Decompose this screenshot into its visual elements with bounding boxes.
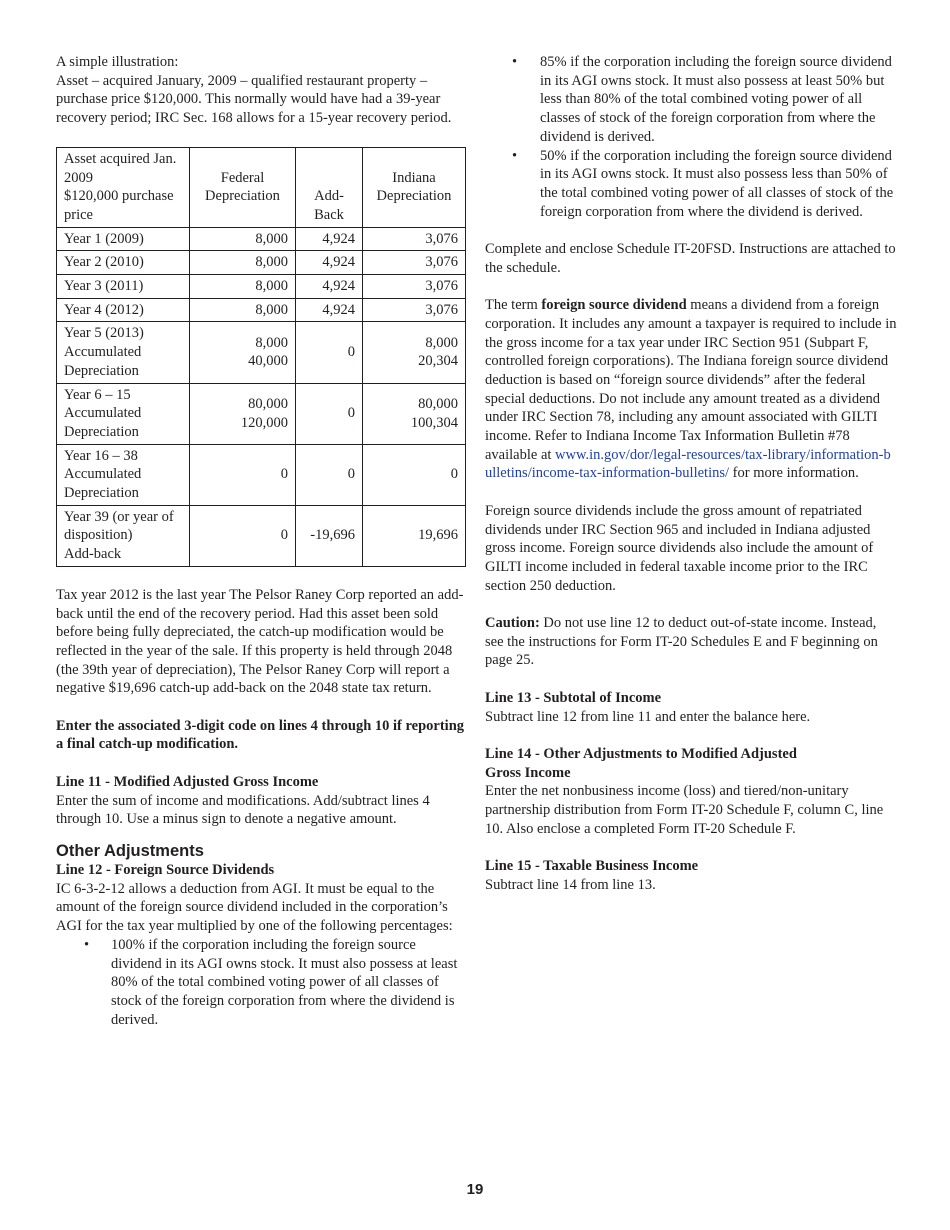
left-column (56, 53, 468, 1029)
federal-depreciation-cell: 8,000 (190, 251, 296, 275)
catchup-code-note: Enter the associated 3-digit code on lines 4 through 10 if reporting a final catch-up modification. (56, 717, 465, 753)
table-row (57, 505, 466, 566)
table-row (57, 275, 466, 299)
table-body (57, 227, 466, 566)
federal-depreciation-cell: 0 (190, 444, 296, 505)
federal-depreciation-cell: 80,000 120,000 (190, 383, 296, 444)
row-label: Year 3 (2011) (57, 275, 190, 299)
foreign-source-dividend-definition: The term foreign source dividend means a dividend from a foreign corporation. It includes any amount a taxpayer is required to include in the gross income for a tax year under IRC Section 951 (Subpart F, controlled foreign corporations). The Indiana foreign source dividend deduction is based on “foreign source dividends” after the federal special deductions. Do not include any amount treated as a dividend under IRC Section 78, including any amount associated with GILTI income. Refer to Indiana Income Tax Information Bulletin #78 available at www.in.gov/dor/legal-resources/tax-library/information-bulletins/income-tax-information-bulletins/ for more information. (485, 297, 897, 482)
indiana-depreciation-cell: 8,000 20,304 (363, 322, 466, 383)
row-label: Year 1 (2009) (57, 227, 190, 251)
defined-term: foreign source dividend (541, 297, 687, 314)
indiana-depreciation-cell: 3,076 (363, 275, 466, 299)
depreciation-table (56, 147, 466, 567)
header-indiana: Indiana Depreciation (363, 147, 466, 227)
illustration-title: A simple illustration: (56, 54, 179, 70)
header-federal: Federal Depreciation (190, 147, 296, 227)
line15-body: Subtract line 14 from line 13. (485, 876, 656, 893)
right-column (485, 53, 897, 895)
indiana-depreciation-cell: 19,696 (363, 505, 466, 566)
line13-body: Subtract line 12 from line 11 and enter the balance here. (485, 708, 811, 725)
header-addback: Add- Back (296, 147, 363, 227)
addback-cell: 4,924 (296, 227, 363, 251)
row-label: Year 16 – 38 Accumulated Depreciation (57, 444, 190, 505)
row-label: Year 4 (2012) (57, 298, 190, 322)
page-number: 19 (466, 1181, 484, 1198)
addback-cell: 4,924 (296, 251, 363, 275)
line15-title: Line 15 - Taxable Business Income (485, 858, 699, 875)
indiana-depreciation-cell: 80,000 100,304 (363, 383, 466, 444)
row-label: Year 39 (or year of disposition) Add-back (57, 505, 190, 566)
line11-title: Line 11 - Modified Adjusted Gross Income (56, 773, 319, 790)
line12-title: Line 12 - Foreign Source Dividends (56, 861, 275, 878)
table-row (57, 298, 466, 322)
caution-paragraph: Caution: Do not use line 12 to deduct out-of-state income. Instead, see the instructions for Form IT-20 Schedules E and F beginning on page 25. (485, 615, 878, 669)
table-row (57, 251, 466, 275)
addback-cell: 0 (296, 322, 363, 383)
table-row (57, 383, 466, 444)
federal-depreciation-cell: 8,000 (190, 275, 296, 299)
federal-depreciation-cell: 8,000 40,000 (190, 322, 296, 383)
table-row (57, 227, 466, 251)
repatriated-dividends-paragraph: Foreign source dividends include the gross amount of repatriated dividends under IRC Section 965 and included in Indiana adjusted gross income. Foreign source dividends also include the amount of GILTI income included in federal taxable income prior to the IRC section 250 deduction. (485, 502, 874, 594)
illustration-body: Asset – acquired January, 2009 – qualified restaurant property – purchase price $120,000. This normally would have had a 39-year recovery period; IRC Sec. 168 allows for a 15-year recovery period. (56, 72, 452, 127)
schedule-note: Complete and enclose Schedule IT-20FSD. Instructions are attached to the schedule. (485, 241, 896, 276)
table-row (57, 322, 466, 383)
list-item: • 100% if the corporation including the foreign source dividend in its AGI owns stock. It must also possess at least 80% of the total combined voting power of all classes of stock of the foreign corporation from where the dividend is derived. (56, 936, 468, 1030)
indiana-depreciation-cell: 3,076 (363, 251, 466, 275)
line13-title: Line 13 - Subtotal of Income (485, 689, 662, 706)
addback-cell: 0 (296, 383, 363, 444)
line11-body: Enter the sum of income and modifications. Add/subtract lines 4 through 10. Use a minus sign to denote a negative amount. (56, 792, 430, 828)
indiana-depreciation-cell: 0 (363, 444, 466, 505)
federal-depreciation-cell: 0 (190, 505, 296, 566)
addback-cell: 0 (296, 444, 363, 505)
indiana-depreciation-cell: 3,076 (363, 298, 466, 322)
addback-cell: 4,924 (296, 298, 363, 322)
row-label: Year 6 – 15 Accumulated Depreciation (57, 383, 190, 444)
line14-body: Enter the net nonbusiness income (loss) and tiered/non-unitary partnership distribution from Form IT-20 Schedule F, column C, line 10. Also enclose a completed Form IT-20 Schedule F. (485, 783, 884, 837)
line14-title: Line 14 - Other Adjustments to Modified Adjusted Gross Income (485, 745, 797, 781)
row-label: Year 5 (2013) Accumulated Depreciation (57, 322, 190, 383)
other-adjustments-heading: Other Adjustments (56, 841, 204, 860)
addback-cell: 4,924 (296, 275, 363, 299)
line12-body: IC 6-3-2-12 allows a deduction from AGI. It must be equal to the amount of the foreign source dividend included in the corporation’s AGI for the tax year multiplied by one of the following percentages: (56, 880, 453, 935)
list-item: • 85% if the corporation including the foreign source dividend in its AGI owns stock. It must also possess at least 50% but less than 80% of the total combined voting power of all classes of stock of the foreign corporation from where the dividend is derived. (485, 53, 897, 147)
after-table-paragraph: Tax year 2012 is the last year The Pelsor Raney Corp reported an add-back until the end of the recovery period. Had this asset been sold before being fully depreciated, the catch-up modification would be reflected in the year of the sale. If this property is held through 2048 (the 39th year of depreciation), The Pelsor Raney Corp will report a negative $19,696 catch-up add-back on the 2048 state tax return. (56, 586, 464, 697)
percentage-list-right (485, 53, 897, 221)
indiana-depreciation-cell: 3,076 (363, 227, 466, 251)
table-header-row (57, 147, 466, 227)
row-label: Year 2 (2010) (57, 251, 190, 275)
table-row (57, 444, 466, 505)
federal-depreciation-cell: 8,000 (190, 298, 296, 322)
list-item: • 50% if the corporation including the foreign source dividend in its AGI owns stock. It must also possess less than 50% of the total combined voting power of all classes of stock of the foreign corporation from where the dividend is derived. (485, 147, 897, 222)
addback-cell: -19,696 (296, 505, 363, 566)
bulletin-link[interactable]: www.in.gov/dor/legal-resources/tax-library/information-bulletins/income-tax-information-bulletins/ (485, 446, 891, 482)
caution-label: Caution: (485, 615, 540, 632)
header-asset: Asset acquired Jan. 2009 $120,000 purchase price (57, 147, 190, 227)
percentage-list-left (56, 936, 468, 1030)
federal-depreciation-cell: 8,000 (190, 227, 296, 251)
